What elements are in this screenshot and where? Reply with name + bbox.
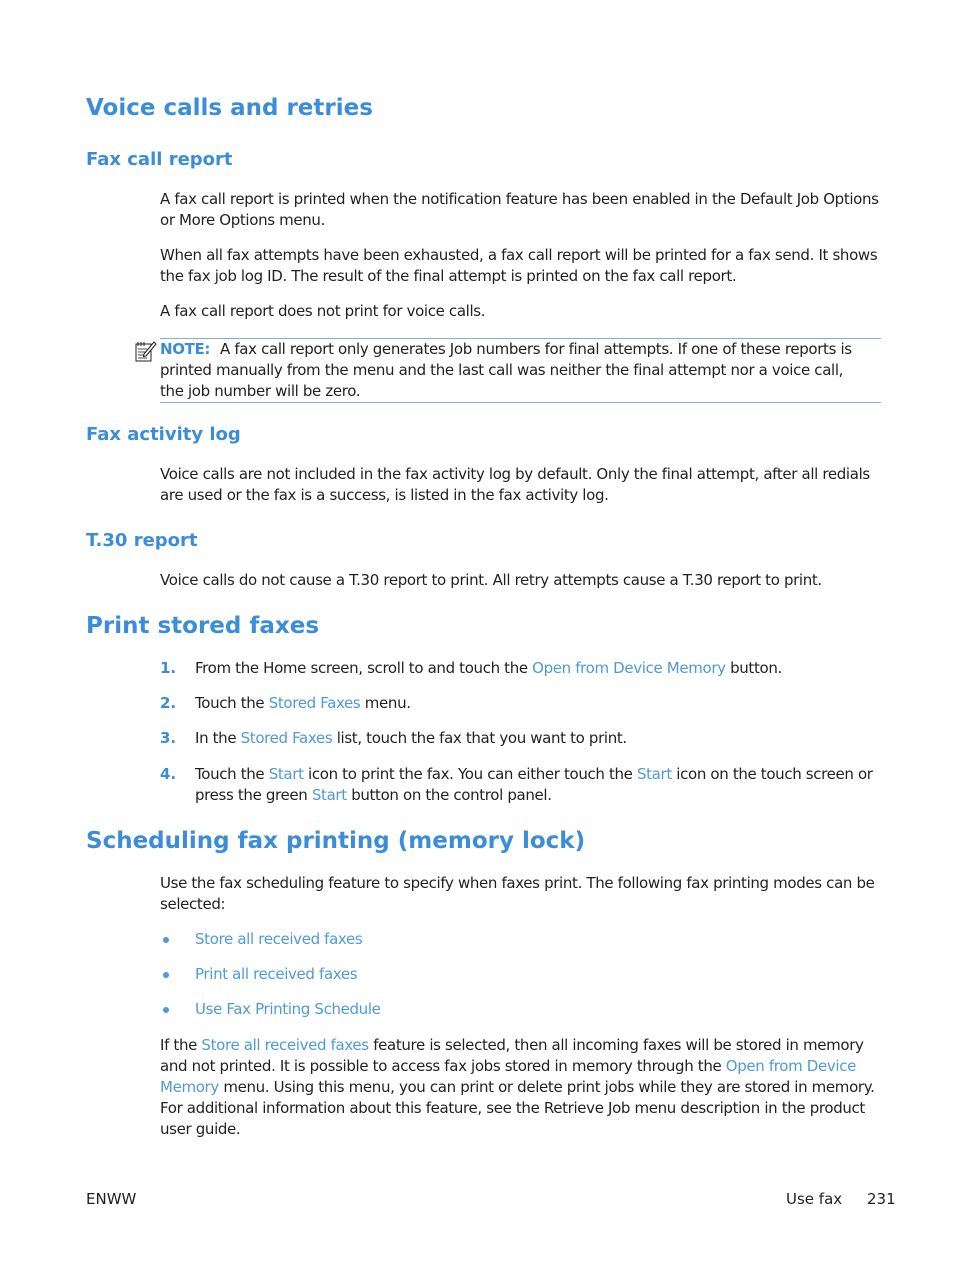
step-number-4: 4. [160, 765, 177, 783]
paragraph-scheduling-closing [160, 1035, 882, 1140]
open-from-device-memory-ref: Open from Device Memory [532, 659, 726, 677]
step-3-text-post: list, touch the fax that you want to print. [332, 729, 627, 747]
start-ref: Start [636, 765, 672, 783]
bullet-dot-icon [163, 937, 169, 943]
heading-fax-activity-log: Fax activity log [86, 424, 241, 445]
step-4-text-post: button on the control panel. [346, 786, 552, 804]
step-1-text-post: button. [725, 659, 782, 677]
step-number-3: 3. [160, 729, 177, 747]
closing-text-mid: feature is selected, then all incoming faxes will be stored in memory and not printed. It is possible to access fax jobs stored in memory through the [160, 1036, 864, 1075]
bullet-print-all-received-faxes: Print all received faxes [195, 965, 358, 983]
footer-left: ENWW [86, 1190, 137, 1208]
note-content [160, 339, 870, 402]
step-3 [195, 728, 885, 749]
note-text: A fax call report only generates Job numbers for final attempts. If one of these reports is printed manually from the menu and the last call was neither the final attempt nor a voice call, the job number will be zero. [160, 340, 852, 400]
section-title-voice-calls: Voice calls and retries [86, 95, 373, 121]
paragraph-fax-call-report-1: A fax call report is printed when the notification feature has been enabled in the Default Job Options or More Options menu. [160, 190, 879, 229]
bullet-use-fax-printing-schedule: Use Fax Printing Schedule [195, 1000, 381, 1018]
step-1 [195, 658, 885, 679]
paragraph-scheduling-intro: Use the fax scheduling feature to specify when faxes print. The following fax printing modes can be selected: [160, 874, 875, 913]
note-label: NOTE: [160, 340, 211, 358]
stored-faxes-ref: Stored Faxes [240, 729, 333, 747]
bullet-dot-icon [163, 972, 169, 978]
step-1-text-pre: From the Home screen, scroll to and touch the [195, 659, 533, 677]
step-2-text-post: menu. [360, 694, 411, 712]
start-ref: Start [311, 786, 347, 804]
step-number-1: 1. [160, 659, 177, 677]
bullet-store-all-received-faxes: Store all received faxes [195, 930, 363, 948]
step-4-text-pre: Touch the [195, 765, 269, 783]
step-3-text-pre: In the [195, 729, 241, 747]
heading-fax-call-report: Fax call report [86, 149, 233, 170]
step-2-text-pre: Touch the [195, 694, 269, 712]
bullet-dot-icon [163, 1007, 169, 1013]
note-icon [134, 339, 158, 363]
open-from-device-memory-ref: Open from Device Memory [160, 1057, 856, 1096]
stored-faxes-ref: Stored Faxes [268, 694, 361, 712]
paragraph-t30-report: Voice calls do not cause a T.30 report to print. All retry attempts cause a T.30 report to print. [160, 571, 822, 589]
store-all-received-faxes-ref: Store all received faxes [201, 1036, 369, 1054]
step-number-2: 2. [160, 694, 177, 712]
page-number: 231 [867, 1190, 896, 1208]
heading-t30-report: T.30 report [86, 530, 198, 551]
paragraph-fax-activity-log: Voice calls are not included in the fax activity log by default. Only the final attempt, after all redials are used or the fax is a success, is listed in the fax activity log. [160, 465, 870, 504]
step-4 [195, 764, 885, 806]
paragraph-fax-call-report-2: When all fax attempts have been exhausted, a fax call report will be printed for a fax send. It shows the fax job log ID. The result of the final attempt is printed on the fax call report. [160, 246, 878, 285]
start-ref: Start [268, 765, 304, 783]
closing-text-post: menu. Using this menu, you can print or delete print jobs while they are stored in memory. For additional information about this feature, see the Retrieve Job menu description in the product user guide. [160, 1078, 875, 1138]
section-title-scheduling-fax-printing: Scheduling fax printing (memory lock) [86, 828, 586, 854]
closing-text-pre: If the [160, 1036, 202, 1054]
section-title-print-stored-faxes: Print stored faxes [86, 613, 320, 639]
note-box [160, 338, 881, 403]
step-2 [195, 693, 885, 714]
step-4-text-mid2: icon on the touch screen or press the green [195, 765, 873, 804]
paragraph-fax-call-report-3: A fax call report does not print for voice calls. [160, 302, 486, 320]
footer-section-label: Use fax [786, 1190, 843, 1208]
step-4-text-mid1: icon to print the fax. You can either touch the [303, 765, 637, 783]
